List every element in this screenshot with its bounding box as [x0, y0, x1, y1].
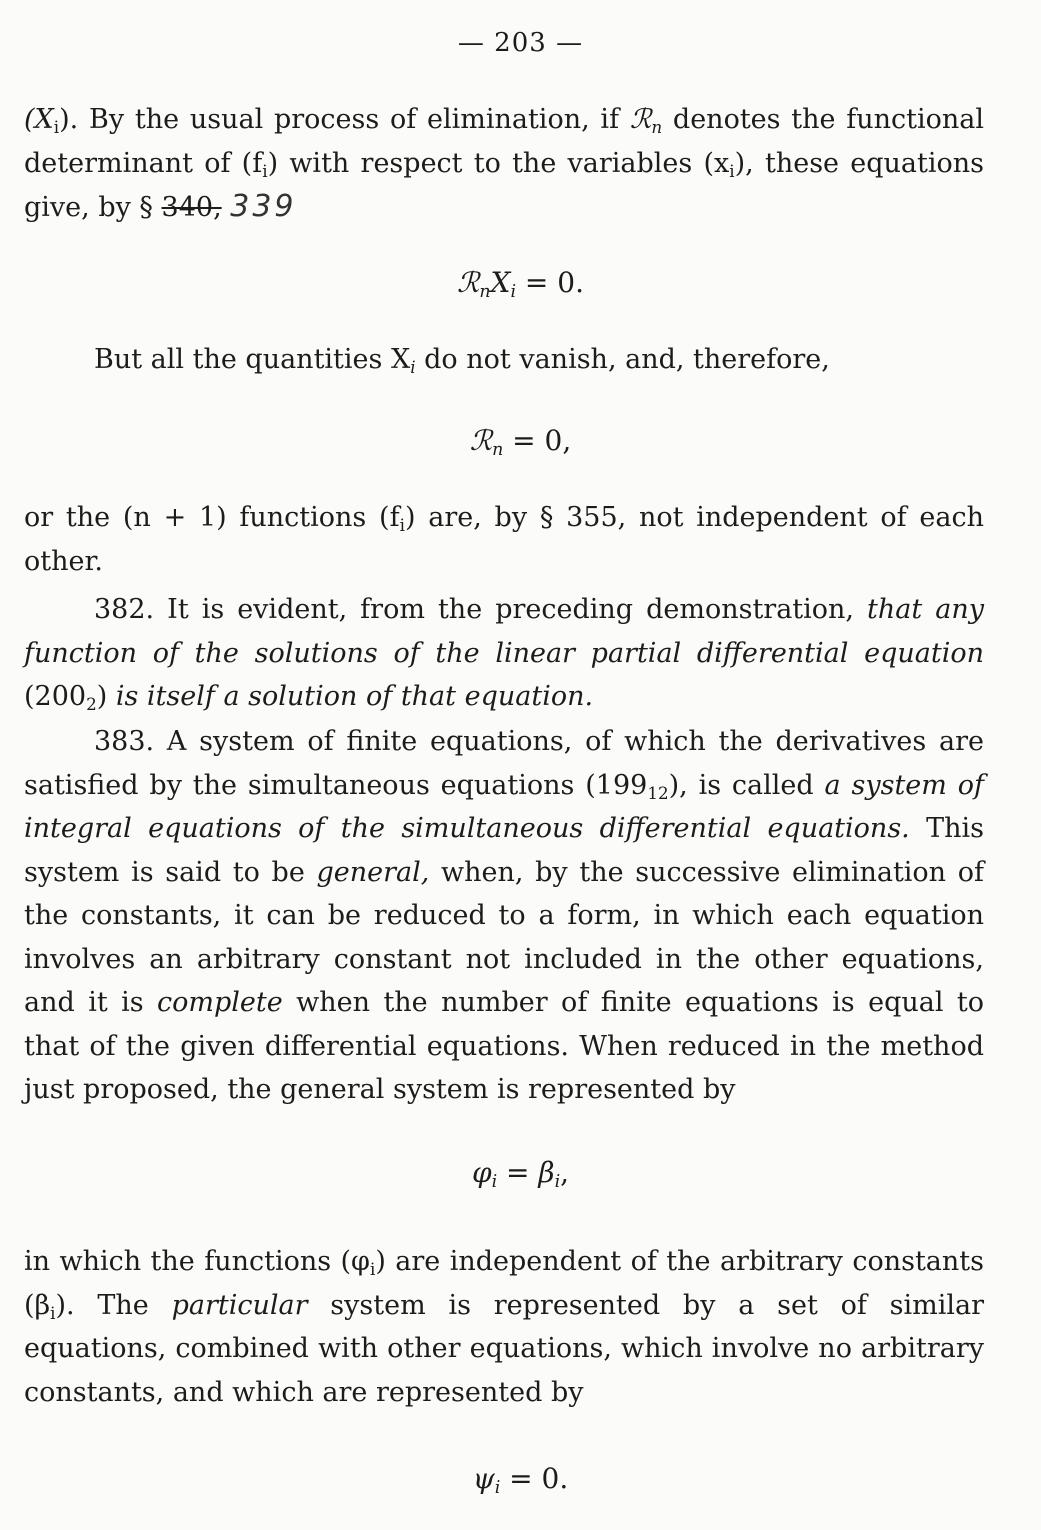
section-number-382: 382. [94, 594, 155, 625]
equation-1: $ℛ_nX_i = 0$. [456, 266, 584, 302]
struck-reference: 340, [161, 192, 222, 223]
page-number: — 203 — [457, 28, 584, 58]
equation-3: $\varphi_i = \beta_i$, [471, 1156, 570, 1192]
equation-4: $\psi_i = 0$. [472, 1462, 569, 1498]
section-number-383: 383. [94, 726, 155, 757]
paragraph-functions: or the (n + 1) functions $(f_i)$ are, by § 355, not independent of each other. [24, 502, 984, 577]
equation-2: ℛ$_n$ = 0, [469, 424, 572, 460]
paragraph-383: 383. A system of finite equations, of which the derivatives are satisfied by the simultaneous equations $(199_{12})$, is called a system of integral equations of the simultaneous differential equations. This system is said to be general, when, by the successive elimination of the constants, it can be reduced to a form, in which each equation involves an arbitrary constant not included in the other equations, and it is complete when the number of finite equations is equal to that of the given differential equations. When reduced in the method just proposed, the general system is represented by [24, 726, 984, 1105]
paragraph-functions-phi: in which the functions $(\varphi_i)$ are independent of the arbitrary constants $(\beta_i)$. The particular system is represented by a set of similar equations, combined with other equations, which involve no arbitrary constants, and which are represented by [24, 1246, 984, 1408]
paragraph-382: 382. It is evident, from the preceding demonstration, that any function of the solutions of the linear partial differential equation $(200_2)$ is itself a solution of that equation. [24, 594, 984, 714]
paragraph-quantities: But all the quantities $X_i$ do not vanish, and, therefore, [94, 344, 830, 377]
paragraph-elimination: $(X_i)$. By the usual process of elimination, if ℛ$_n$ denotes the functional determinant of $(f_i)$ with respect to the variables $(x_i)$, these equations give, by § 340, 339 [24, 104, 985, 224]
handwritten-correction: 339 [230, 189, 297, 224]
